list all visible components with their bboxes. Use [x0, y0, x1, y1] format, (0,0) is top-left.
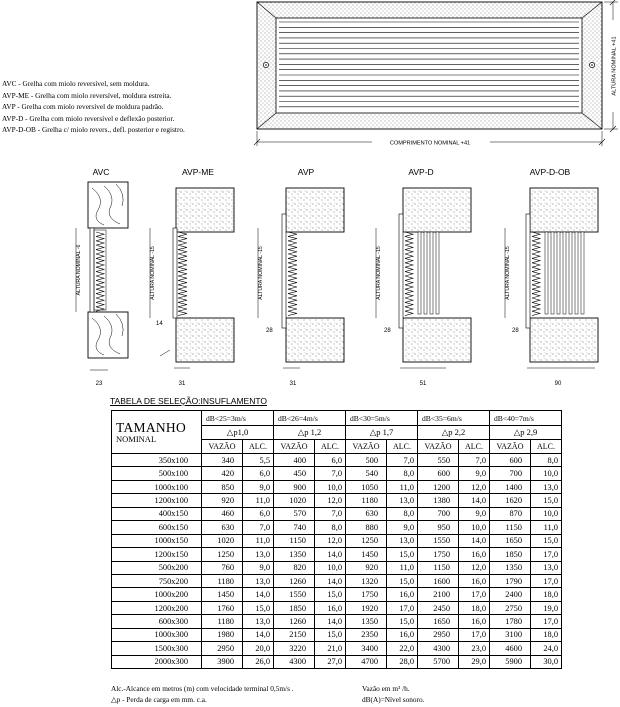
alc-cell: 14,0	[243, 628, 274, 641]
vazao-cell: 1250	[346, 534, 387, 547]
alc-cell: 11,0	[243, 534, 274, 547]
section-title-avp-me: AVP-ME	[182, 167, 214, 177]
size-cell: 1200x200	[112, 601, 202, 614]
alc-cell: 17,0	[531, 615, 562, 628]
deflector-blade	[563, 232, 566, 314]
vazao-cell: 1250	[202, 548, 243, 561]
alc-cell: 15,0	[531, 494, 562, 507]
note-vazao: Vazão em m³ /h.	[362, 684, 410, 693]
pressure-header: △p 2,9	[490, 426, 562, 440]
size-cell: 1000x150	[112, 534, 202, 547]
alc-cell: 13,0	[243, 548, 274, 561]
vazao-cell: 3400	[346, 642, 387, 655]
table-row	[112, 574, 562, 587]
section-avp	[258, 188, 344, 387]
alc-cell: 15,0	[243, 601, 274, 614]
alc-cell: 15,0	[315, 628, 346, 641]
vazao-cell: 500	[346, 454, 387, 467]
alc-cell: 24,0	[531, 642, 562, 655]
alc-cell: 15,0	[387, 574, 418, 587]
vazao-cell: 1150	[490, 521, 531, 534]
deflector-blade	[545, 232, 548, 314]
section-avp-d-ob	[505, 188, 598, 387]
vazao-cell: 3220	[274, 642, 315, 655]
height-label: ALTURA NOMINAL -15	[505, 246, 511, 300]
vazao-cell: 760	[202, 561, 243, 574]
table-row	[112, 467, 562, 480]
noise-header: dB<30=5m/s	[346, 411, 418, 426]
alc-cell: 19,0	[531, 601, 562, 614]
pressure-header: △p1,0	[202, 426, 274, 440]
deflector-blade	[430, 232, 433, 314]
alc-cell: 18,0	[531, 628, 562, 641]
vazao-cell: 540	[346, 467, 387, 480]
vazao-cell: 1980	[202, 628, 243, 641]
vazao-cell: 400	[274, 454, 315, 467]
alc-cell: 12,0	[459, 480, 490, 493]
alc-cell: 17,0	[531, 574, 562, 587]
section-drawings	[0, 178, 620, 390]
vazao-cell: 1150	[418, 561, 459, 574]
deflector-blade	[424, 232, 427, 314]
vazao-cell: 700	[490, 467, 531, 480]
size-cell: 1500x300	[112, 642, 202, 655]
alc-cell: 9,0	[387, 521, 418, 534]
alc-cell: 14,0	[243, 588, 274, 601]
blade-profile	[405, 232, 413, 316]
blade-profile	[532, 232, 540, 316]
vazao-cell: 4300	[418, 642, 459, 655]
alc-cell: 10,0	[315, 480, 346, 493]
vazao-cell: 1380	[418, 494, 459, 507]
deflector-blade	[575, 232, 578, 314]
size-cell: 750x200	[112, 574, 202, 587]
deflector-blade	[551, 232, 554, 314]
vazao-cell: 2350	[346, 628, 387, 641]
vazao-cell: 4300	[274, 655, 315, 668]
alc-cell: 7,0	[459, 454, 490, 467]
section-title-avp: AVP	[297, 167, 315, 177]
size-cell: 500x200	[112, 561, 202, 574]
alc-cell: 7,0	[315, 467, 346, 480]
vazao-cell: 3100	[490, 628, 531, 641]
selection-table	[111, 410, 562, 669]
vazao-header: VAZÃO	[418, 440, 459, 454]
alc-cell: 16,0	[387, 588, 418, 601]
height-label: ALTURA NOMINAL -15	[150, 246, 156, 300]
vazao-cell: 820	[274, 561, 315, 574]
alc-cell: 10,0	[459, 521, 490, 534]
vazao-cell: 1180	[202, 574, 243, 587]
alc-cell: 17,0	[531, 548, 562, 561]
size-header: TAMANHO NOMINAL	[112, 411, 202, 454]
alc-cell: 8,0	[387, 507, 418, 520]
alc-cell: 7,0	[243, 521, 274, 534]
vazao-cell: 1920	[346, 601, 387, 614]
noise-header: dB<25=3m/s	[202, 411, 274, 426]
table-row	[112, 548, 562, 561]
frame-dimension: 28	[266, 328, 273, 334]
noise-header: dB<26=4m/s	[274, 411, 346, 426]
blade-profile	[96, 232, 104, 311]
alc-cell: 8,0	[531, 454, 562, 467]
alc-header: ALC.	[243, 440, 274, 454]
deflector-blade	[569, 232, 572, 314]
height-label: ALTURA NOMINAL -15	[376, 246, 382, 300]
alc-cell: 10,0	[531, 467, 562, 480]
alc-cell: 8,0	[315, 521, 346, 534]
alc-cell: 15,0	[531, 534, 562, 547]
vazao-cell: 1850	[490, 548, 531, 561]
size-cell: 1000x200	[112, 588, 202, 601]
alc-cell: 5,5	[243, 454, 274, 467]
legend-item: AVP-D-OB - Grelha c/ miolo revers., defl. posterior e registro.	[2, 125, 185, 135]
alc-cell: 13,0	[387, 494, 418, 507]
alc-cell: 11,0	[531, 521, 562, 534]
table-title: TABELA DE SELEÇÃO:INSUFLAMENTO	[110, 396, 267, 406]
legend-item: AVP-ME - Grelha com miolo reversível, moldura estreita.	[2, 90, 172, 100]
deflector-blade	[581, 232, 584, 314]
vazao-cell: 460	[202, 507, 243, 520]
section-avp-me	[150, 188, 234, 387]
deflector-blade	[557, 232, 560, 314]
table-notes-units	[362, 684, 424, 705]
size-cell: 1200x100	[112, 494, 202, 507]
noise-header: dB<40=7m/s	[490, 411, 562, 426]
depth-dimension: 51	[419, 381, 427, 387]
alc-cell: 6,0	[243, 467, 274, 480]
table-row	[112, 588, 562, 601]
alc-cell: 28,0	[387, 655, 418, 668]
wall-block-icon	[286, 188, 344, 232]
vazao-cell: 850	[202, 480, 243, 493]
vazao-cell: 600	[418, 467, 459, 480]
alc-cell: 17,0	[387, 601, 418, 614]
alc-cell: 12,0	[315, 534, 346, 547]
table-row	[112, 480, 562, 493]
depth-dimension: 31	[289, 381, 297, 387]
vazao-cell: 870	[490, 507, 531, 520]
pressure-header: △p 1,7	[346, 426, 418, 440]
noise-header: dB<35=6m/s	[418, 411, 490, 426]
alc-cell: 21,0	[315, 642, 346, 655]
vazao-cell: 2100	[418, 588, 459, 601]
vazao-header: VAZÃO	[346, 440, 387, 454]
alc-cell: 6,0	[315, 454, 346, 467]
vazao-cell: 1180	[202, 615, 243, 628]
alc-header: ALC.	[459, 440, 490, 454]
pressure-header: △p 1,2	[274, 426, 346, 440]
alc-cell: 7,0	[315, 507, 346, 520]
vazao-cell: 1790	[490, 574, 531, 587]
table-row	[112, 615, 562, 628]
deflector-blade	[418, 232, 421, 314]
table-row	[112, 494, 562, 507]
alc-cell: 12,0	[459, 561, 490, 574]
vazao-cell: 1450	[202, 588, 243, 601]
table-row	[112, 561, 562, 574]
alc-cell: 13,0	[387, 534, 418, 547]
table-row	[112, 454, 562, 467]
vazao-header: VAZÃO	[202, 440, 243, 454]
size-cell: 1200x150	[112, 548, 202, 561]
alc-cell: 18,0	[459, 601, 490, 614]
vazao-cell: 2950	[202, 642, 243, 655]
alc-cell: 18,0	[531, 588, 562, 601]
wall-block-icon	[176, 188, 234, 232]
vazao-cell: 700	[418, 507, 459, 520]
vazao-cell: 920	[202, 494, 243, 507]
vazao-cell: 1620	[490, 494, 531, 507]
note-db: dB(A)=Nível sonoro.	[362, 694, 425, 704]
alc-cell: 7,0	[387, 454, 418, 467]
alc-cell: 30,0	[531, 655, 562, 668]
alc-cell: 29,0	[459, 655, 490, 668]
section-avp-d	[376, 188, 471, 387]
size-cell: 2000x300	[112, 655, 202, 668]
vazao-cell: 920	[346, 561, 387, 574]
blade-profile	[178, 232, 187, 316]
wall-block-icon	[403, 318, 471, 362]
vazao-cell: 5900	[490, 655, 531, 668]
size-cell: 500x100	[112, 467, 202, 480]
alc-cell: 16,0	[459, 574, 490, 587]
vazao-cell: 3900	[202, 655, 243, 668]
vazao-cell: 1020	[274, 494, 315, 507]
vazao-cell: 5700	[418, 655, 459, 668]
alc-cell: 14,0	[315, 615, 346, 628]
vazao-cell: 1320	[346, 574, 387, 587]
table-row	[112, 601, 562, 614]
section-avc	[76, 182, 128, 387]
alc-header: ALC.	[387, 440, 418, 454]
legend-item: AVP - Grelha com miolo reversível de moldura padrão.	[2, 102, 164, 112]
vazao-cell: 1400	[490, 480, 531, 493]
vazao-cell: 1180	[346, 494, 387, 507]
alc-cell: 27,0	[315, 655, 346, 668]
screw-icon	[589, 62, 594, 67]
alc-cell: 11,0	[243, 494, 274, 507]
depth-dimension: 31	[178, 381, 186, 387]
vazao-cell: 1760	[202, 601, 243, 614]
vazao-cell: 1200	[418, 480, 459, 493]
blade-profile	[288, 232, 297, 316]
vazao-cell: 1350	[346, 615, 387, 628]
frame-dimension: 28	[384, 328, 391, 334]
height-label: ALTURA NOMINAL -15	[258, 246, 264, 300]
vazao-cell: 340	[202, 454, 243, 467]
size-cell: 400x150	[112, 507, 202, 520]
alc-cell: 16,0	[459, 615, 490, 628]
pressure-header: △p 2,2	[418, 426, 490, 440]
alc-cell: 14,0	[459, 534, 490, 547]
vazao-cell: 1650	[418, 615, 459, 628]
vazao-cell: 600	[490, 454, 531, 467]
frame-dimension: 28	[512, 328, 519, 334]
vazao-cell: 1550	[274, 588, 315, 601]
vazao-cell: 1020	[202, 534, 243, 547]
alc-cell: 17,0	[459, 628, 490, 641]
vazao-cell: 4600	[490, 642, 531, 655]
alc-cell: 8,0	[387, 467, 418, 480]
alc-cell: 20,0	[243, 642, 274, 655]
alc-header: ALC.	[531, 440, 562, 454]
alc-cell: 14,0	[315, 574, 346, 587]
alc-cell: 9,0	[459, 507, 490, 520]
length-label: COMPRIMENTO NOMINAL +41	[389, 140, 471, 147]
note-alc: Alc.-Alcance em metros (m) com velocidade terminal 0,5m/s .	[111, 684, 294, 693]
size-cell: 1000x300	[112, 628, 202, 641]
vazao-cell: 740	[274, 521, 315, 534]
wall-block-icon	[403, 188, 471, 232]
alc-cell: 10,0	[531, 507, 562, 520]
wall-block-icon	[530, 318, 598, 362]
vazao-cell: 1600	[418, 574, 459, 587]
alc-cell: 23,0	[459, 642, 490, 655]
vazao-cell: 1450	[346, 548, 387, 561]
table-row	[112, 521, 562, 534]
alc-cell: 16,0	[315, 601, 346, 614]
size-cell: 600x150	[112, 521, 202, 534]
legend-item: AVP-D - Grelha com miolo reversível e deflexão posterior.	[2, 113, 175, 123]
alc-cell: 13,0	[243, 615, 274, 628]
alc-cell: 14,0	[315, 548, 346, 561]
alc-cell: 9,0	[243, 480, 274, 493]
alc-cell: 14,0	[459, 494, 490, 507]
alc-cell: 15,0	[387, 615, 418, 628]
vazao-cell: 2400	[490, 588, 531, 601]
vazao-cell: 1850	[274, 601, 315, 614]
vazao-header: VAZÃO	[274, 440, 315, 454]
wall-block-icon	[530, 188, 598, 232]
vazao-cell: 1150	[274, 534, 315, 547]
vazao-cell: 1050	[346, 480, 387, 493]
alc-cell: 17,0	[459, 588, 490, 601]
vazao-cell: 1550	[418, 534, 459, 547]
grille-frame	[257, 2, 602, 129]
alc-cell: 9,0	[459, 467, 490, 480]
table-row	[112, 534, 562, 547]
vazao-cell: 570	[274, 507, 315, 520]
alc-cell: 16,0	[387, 628, 418, 641]
alc-cell: 15,0	[387, 548, 418, 561]
size-cell: 600x300	[112, 615, 202, 628]
alc-cell: 13,0	[531, 480, 562, 493]
vazao-cell: 1260	[274, 615, 315, 628]
vazao-cell: 1350	[274, 548, 315, 561]
size-cell: 1000x100	[112, 480, 202, 493]
alc-cell: 9,0	[243, 561, 274, 574]
section-title-avc: AVC	[92, 167, 110, 177]
legend-item: AVC - Grelha com miolo reversível, sem moldura.	[2, 79, 150, 88]
vazao-cell: 1350	[490, 561, 531, 574]
section-title-avp-d-ob: AVP-D-OB	[529, 167, 571, 177]
alc-cell: 13,0	[531, 561, 562, 574]
section-title-avp-d: AVP-D	[408, 167, 434, 177]
alc-cell: 11,0	[387, 480, 418, 493]
vazao-cell: 1650	[490, 534, 531, 547]
wall-block-icon	[176, 318, 234, 362]
model-legend	[2, 78, 185, 136]
height-label: ALTURA NOMINAL +41	[611, 36, 618, 96]
wall-block-icon	[286, 318, 344, 362]
alc-cell: 10,0	[315, 561, 346, 574]
depth-dimension: 90	[554, 381, 562, 387]
vazao-cell: 630	[202, 521, 243, 534]
alc-header: ALC.	[315, 440, 346, 454]
note-dp: △p - Perda de carga em mm. c.a.	[111, 694, 207, 704]
deflector-blade	[436, 232, 439, 314]
height-label: ALTURA NOMINAL -6	[76, 244, 82, 296]
vazao-cell: 2150	[274, 628, 315, 641]
table-row	[112, 642, 562, 655]
alc-cell: 22,0	[387, 642, 418, 655]
alc-cell: 12,0	[315, 494, 346, 507]
depth-dimension: 23	[95, 381, 103, 387]
vazao-cell: 1750	[418, 548, 459, 561]
vazao-cell: 630	[346, 507, 387, 520]
alc-cell: 11,0	[387, 561, 418, 574]
table-row	[112, 655, 562, 668]
table-row	[112, 507, 562, 520]
vazao-cell: 550	[418, 454, 459, 467]
table-notes	[111, 684, 294, 705]
size-cell: 350x100	[112, 454, 202, 467]
wood-block-icon	[88, 182, 128, 228]
alc-cell: 16,0	[459, 548, 490, 561]
frame-dimension: 14	[156, 321, 163, 327]
vazao-cell: 2950	[418, 628, 459, 641]
vazao-cell: 2750	[490, 601, 531, 614]
vazao-cell: 1260	[274, 574, 315, 587]
vazao-header: VAZÃO	[490, 440, 531, 454]
alc-cell: 6,0	[243, 507, 274, 520]
vazao-cell: 900	[274, 480, 315, 493]
vazao-cell: 4700	[346, 655, 387, 668]
wood-block-icon	[88, 312, 128, 358]
alc-cell: 15,0	[315, 588, 346, 601]
vazao-cell: 450	[274, 467, 315, 480]
alc-cell: 26,0	[243, 655, 274, 668]
vazao-cell: 2450	[418, 601, 459, 614]
vazao-cell: 420	[202, 467, 243, 480]
screw-icon	[263, 62, 268, 67]
vazao-cell: 1780	[490, 615, 531, 628]
vazao-cell: 880	[346, 521, 387, 534]
alc-cell: 13,0	[243, 574, 274, 587]
vazao-cell: 950	[418, 521, 459, 534]
table-row	[112, 628, 562, 641]
vazao-cell: 1750	[346, 588, 387, 601]
